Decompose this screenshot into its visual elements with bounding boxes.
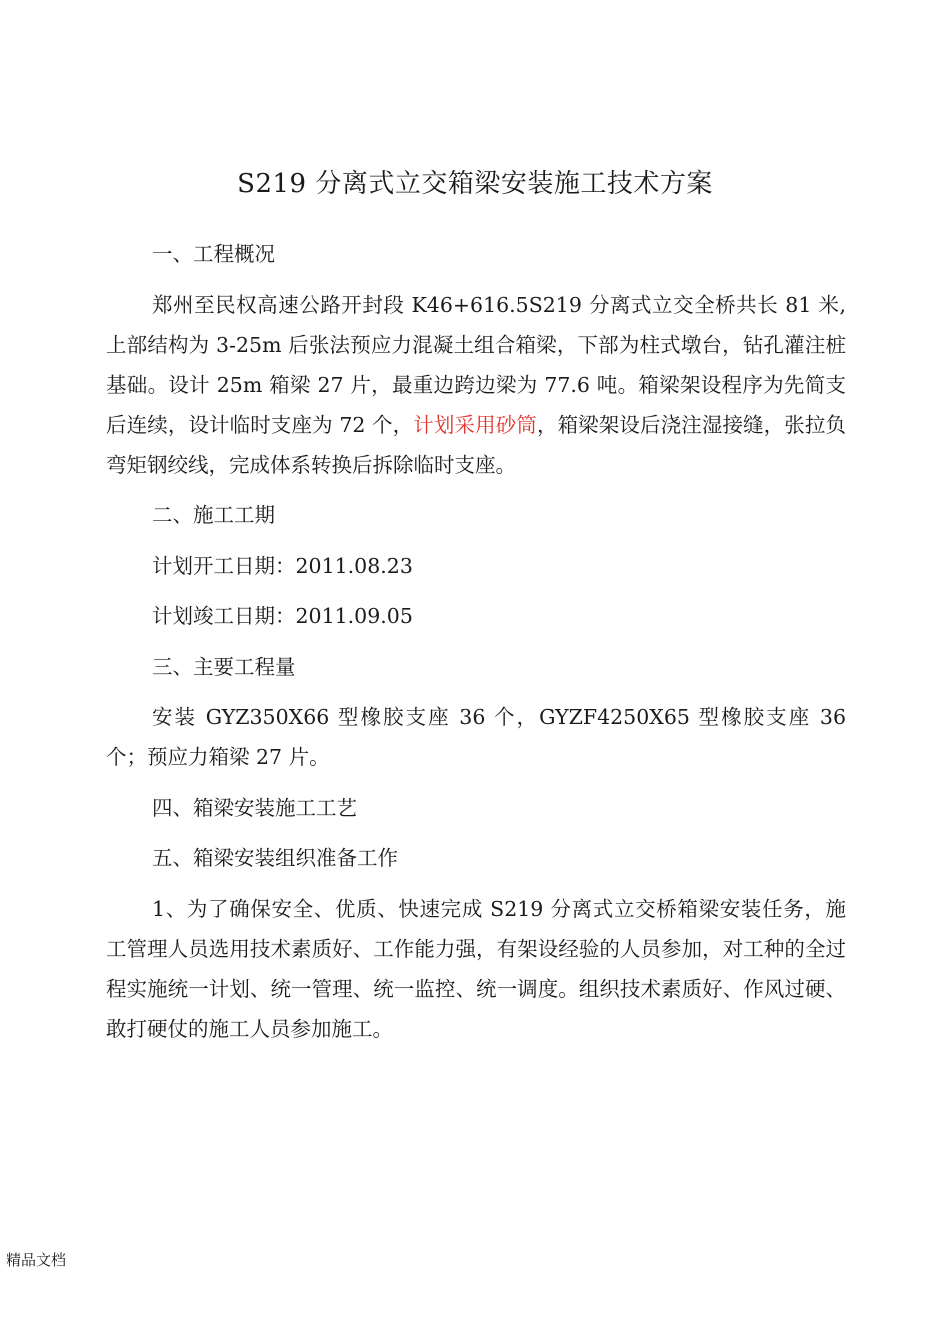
section-4-heading: 四、箱梁安装施工工艺	[152, 795, 357, 820]
document-body	[106, 234, 846, 1059]
planned-end-date: 计划竣工日期：2011.09.05	[152, 604, 413, 628]
section-2-heading: 二、施工工期	[152, 503, 275, 527]
section-3-heading: 三、主要工程量	[152, 654, 296, 679]
section-1-paragraph	[106, 285, 846, 485]
highlighted-text: 计划采用砂筒	[413, 412, 537, 437]
section-1-heading: 一、工程概况	[152, 242, 275, 266]
section-3-paragraph: 安装 GYZ350X66 型橡胶支座 36 个，GYZF4250X65 型橡胶支座 36 个；预应力箱梁 27 片。	[106, 705, 846, 769]
section-1-text-b: ，箱梁架设后浇注湿接缝，张拉负弯矩钢绞线，完成体系转换后拆除临时支座。	[106, 412, 846, 477]
section-5-heading: 五、箱梁安装组织准备工作	[152, 846, 398, 870]
document-title: S219 分离式立交箱梁安装施工技术方案	[237, 169, 713, 199]
planned-start-date: 计划开工日期：2011.08.23	[152, 553, 413, 578]
section-5-paragraph: 1、为了确保安全、优质、快速完成 S219 分离式立交桥箱梁安装任务，施工管理人员选用技术素质好、工作能力强，有架设经验的人员参加，对工种的全过程实施统一计划、统一管理、统一监控、统一调度。组织技术素质好、作风过硬、敢打硬仗的施工人员参加施工。	[106, 896, 846, 1041]
section-1-text-a: 郑州至民权高速公路开封段 K46+616.5S219 分离式立交全桥共长 81 米,上部结构为 3-25m 后张法预应力混凝土组合箱梁，下部为柱式墩台，钻孔灌注桩基础。设计 25m 箱梁 27 片，最重边跨边梁为 77.6 吨。箱梁架设程序为先简支后连续，设计临时支座为 72 个，	[106, 292, 846, 437]
footer-label: 精品文档	[6, 1251, 67, 1269]
